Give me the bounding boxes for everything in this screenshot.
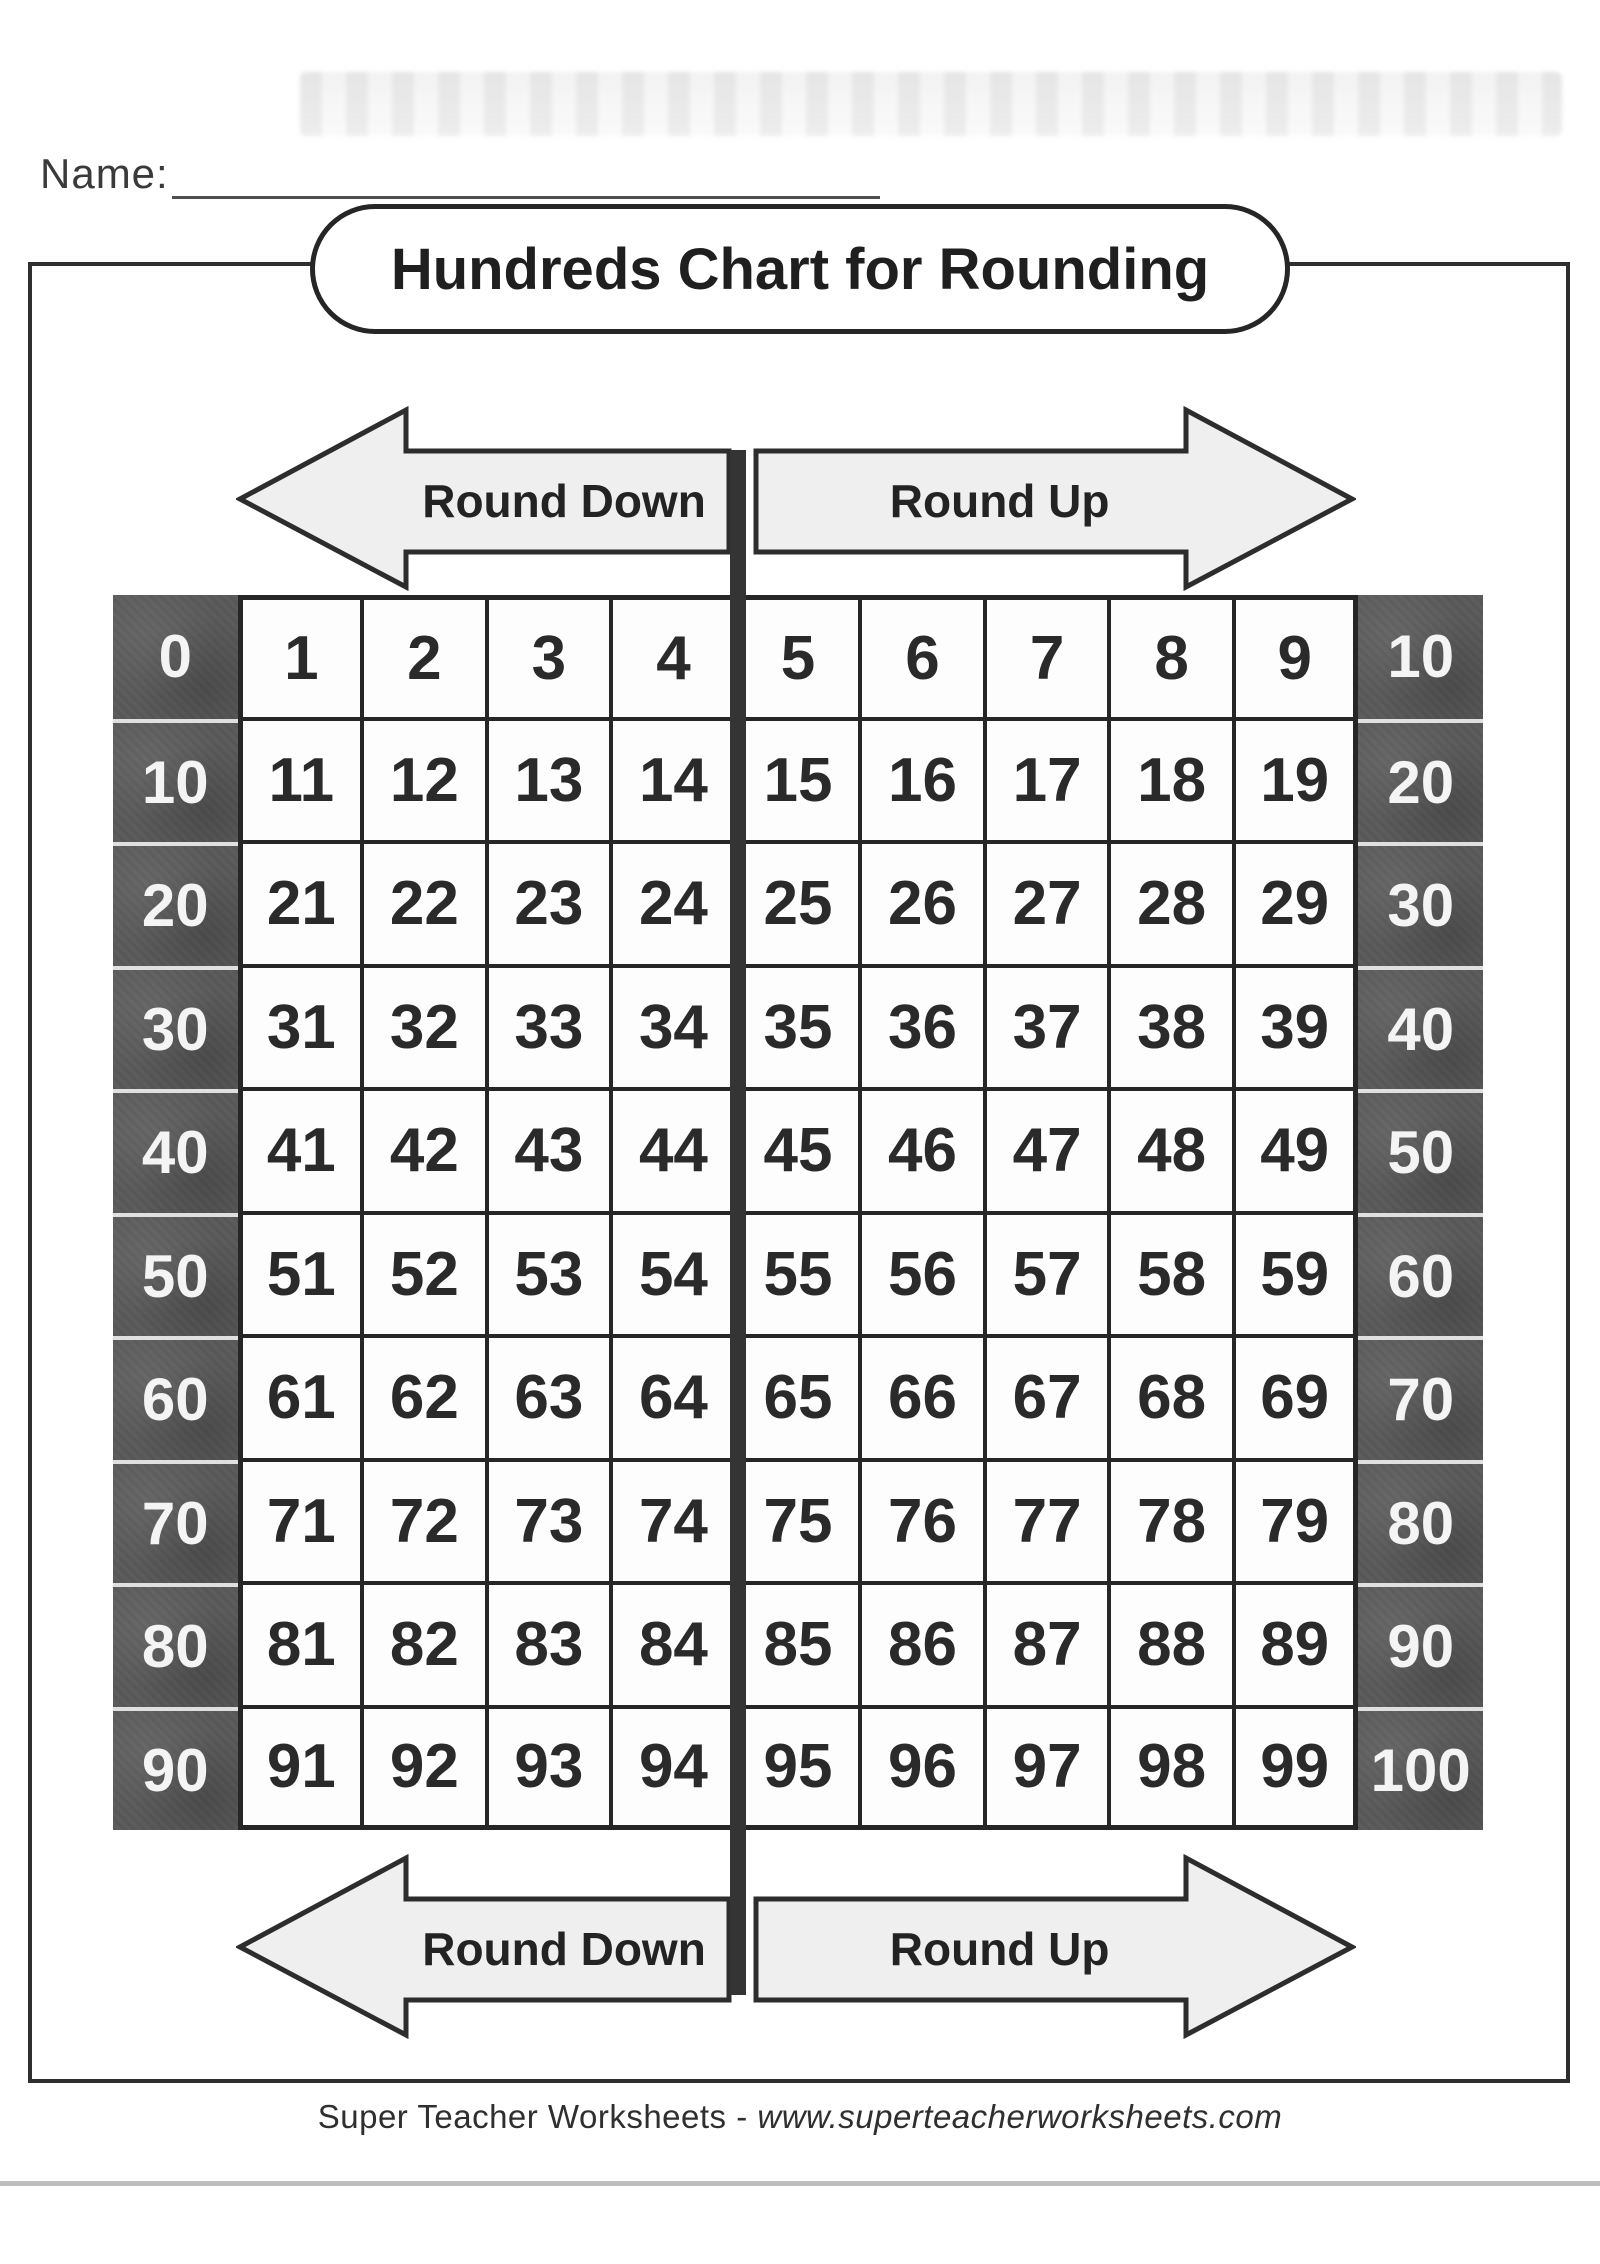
- number-cell: 31: [238, 966, 363, 1090]
- number-cell: 44: [611, 1089, 736, 1213]
- number-cell: 84: [611, 1583, 736, 1707]
- number-cell: 78: [1109, 1460, 1234, 1584]
- number-cell: 13: [487, 719, 612, 843]
- round-down-arrow-top: [236, 405, 733, 592]
- number-cell: 81: [238, 1583, 363, 1707]
- footer-site-url: www.superteacherworksheets.com: [757, 2098, 1283, 2135]
- decade-cell-right: 80: [1358, 1460, 1483, 1584]
- hundreds-grid: [113, 595, 1483, 1830]
- number-cell: 11: [238, 719, 363, 843]
- number-cell: 95: [736, 1707, 861, 1831]
- number-cell: 19: [1234, 719, 1359, 843]
- decade-cell-left: 40: [113, 1089, 238, 1213]
- number-cell: 91: [238, 1707, 363, 1831]
- decade-cell-left: 80: [113, 1583, 238, 1707]
- number-cell: 36: [860, 966, 985, 1090]
- decade-cell-left: 70: [113, 1460, 238, 1584]
- number-cell: 89: [1234, 1583, 1359, 1707]
- scan-edge-line: [0, 2181, 1600, 2186]
- decade-cell-left: 0: [113, 595, 238, 719]
- number-cell: 4: [611, 595, 736, 719]
- number-cell: 96: [860, 1707, 985, 1831]
- number-cell: 58: [1109, 1213, 1234, 1337]
- number-cell: 37: [985, 966, 1110, 1090]
- number-cell: 98: [1109, 1707, 1234, 1831]
- rounding-divider-line: [730, 450, 746, 1995]
- decade-cell-left: 90: [113, 1707, 238, 1831]
- decade-cell-left: 30: [113, 966, 238, 1090]
- number-cell: 28: [1109, 842, 1234, 966]
- number-cell: 57: [985, 1213, 1110, 1337]
- decade-cell-right: 70: [1358, 1336, 1483, 1460]
- decade-cell-right: 90: [1358, 1583, 1483, 1707]
- number-cell: 73: [487, 1460, 612, 1584]
- number-cell: 5: [736, 595, 861, 719]
- title-pill: [310, 204, 1290, 334]
- number-cell: 18: [1109, 719, 1234, 843]
- decade-cell-left: 50: [113, 1213, 238, 1337]
- number-cell: 87: [985, 1583, 1110, 1707]
- number-cell: 1: [238, 595, 363, 719]
- number-cell: 9: [1234, 595, 1359, 719]
- number-cell: 88: [1109, 1583, 1234, 1707]
- round-up-label-top: Round Up: [889, 475, 1110, 528]
- number-cell: 6: [860, 595, 985, 719]
- scan-smudge-band: [300, 72, 1562, 136]
- number-cell: 67: [985, 1336, 1110, 1460]
- number-cell: 12: [362, 719, 487, 843]
- decade-cell-right: 40: [1358, 966, 1483, 1090]
- decade-cell-right: 100: [1358, 1707, 1483, 1831]
- number-cell: 69: [1234, 1336, 1359, 1460]
- footer-site-name: Super Teacher Worksheets -: [317, 2098, 758, 2135]
- number-cell: 17: [985, 719, 1110, 843]
- footer: [0, 2098, 1600, 2136]
- round-up-arrow-bottom: [752, 1853, 1356, 2040]
- number-cell: 74: [611, 1460, 736, 1584]
- number-cell: 27: [985, 842, 1110, 966]
- number-cell: 46: [860, 1089, 985, 1213]
- number-cell: 82: [362, 1583, 487, 1707]
- name-blank-line: [172, 152, 880, 199]
- number-cell: 75: [736, 1460, 861, 1584]
- number-cell: 94: [611, 1707, 736, 1831]
- number-cell: 64: [611, 1336, 736, 1460]
- decade-cell-right: 50: [1358, 1089, 1483, 1213]
- number-cell: 24: [611, 842, 736, 966]
- name-label: Name:: [40, 150, 169, 197]
- number-cell: 63: [487, 1336, 612, 1460]
- number-cell: 32: [362, 966, 487, 1090]
- decade-cell-left: 20: [113, 842, 238, 966]
- round-up-label-bottom: Round Up: [889, 1923, 1110, 1976]
- number-cell: 29: [1234, 842, 1359, 966]
- number-cell: 72: [362, 1460, 487, 1584]
- number-cell: 83: [487, 1583, 612, 1707]
- round-down-label-bottom: Round Down: [422, 1923, 706, 1976]
- number-cell: 2: [362, 595, 487, 719]
- number-cell: 49: [1234, 1089, 1359, 1213]
- number-cell: 59: [1234, 1213, 1359, 1337]
- number-cell: 8: [1109, 595, 1234, 719]
- number-cell: 15: [736, 719, 861, 843]
- number-cell: 92: [362, 1707, 487, 1831]
- number-cell: 21: [238, 842, 363, 966]
- number-cell: 66: [860, 1336, 985, 1460]
- number-cell: 43: [487, 1089, 612, 1213]
- number-cell: 45: [736, 1089, 861, 1213]
- round-down-label-top: Round Down: [422, 475, 706, 528]
- round-up-arrow-top: [752, 405, 1356, 592]
- decade-cell-left: 60: [113, 1336, 238, 1460]
- number-cell: 51: [238, 1213, 363, 1337]
- number-cell: 86: [860, 1583, 985, 1707]
- round-down-arrow-bottom: [236, 1853, 733, 2040]
- number-cell: 68: [1109, 1336, 1234, 1460]
- number-cell: 65: [736, 1336, 861, 1460]
- number-cell: 52: [362, 1213, 487, 1337]
- number-cell: 22: [362, 842, 487, 966]
- number-cell: 97: [985, 1707, 1110, 1831]
- number-cell: 85: [736, 1583, 861, 1707]
- number-cell: 56: [860, 1213, 985, 1337]
- number-cell: 26: [860, 842, 985, 966]
- number-cell: 61: [238, 1336, 363, 1460]
- number-cell: 48: [1109, 1089, 1234, 1213]
- decade-cell-right: 10: [1358, 595, 1483, 719]
- page-title: Hundreds Chart for Rounding: [390, 236, 1210, 302]
- decade-cell-right: 20: [1358, 719, 1483, 843]
- number-cell: 53: [487, 1213, 612, 1337]
- number-cell: 41: [238, 1089, 363, 1213]
- decade-cell-left: 10: [113, 719, 238, 843]
- number-cell: 34: [611, 966, 736, 1090]
- number-cell: 35: [736, 966, 861, 1090]
- number-cell: 54: [611, 1213, 736, 1337]
- number-cell: 42: [362, 1089, 487, 1213]
- number-cell: 76: [860, 1460, 985, 1584]
- number-cell: 16: [860, 719, 985, 843]
- number-cell: 33: [487, 966, 612, 1090]
- number-cell: 14: [611, 719, 736, 843]
- decade-cell-right: 30: [1358, 842, 1483, 966]
- number-cell: 47: [985, 1089, 1110, 1213]
- decade-cell-right: 60: [1358, 1213, 1483, 1337]
- number-cell: 62: [362, 1336, 487, 1460]
- number-cell: 3: [487, 595, 612, 719]
- number-cell: 23: [487, 842, 612, 966]
- number-cell: 79: [1234, 1460, 1359, 1584]
- number-cell: 7: [985, 595, 1110, 719]
- number-cell: 38: [1109, 966, 1234, 1090]
- number-cell: 93: [487, 1707, 612, 1831]
- number-cell: 99: [1234, 1707, 1359, 1831]
- number-cell: 55: [736, 1213, 861, 1337]
- number-cell: 71: [238, 1460, 363, 1584]
- number-cell: 77: [985, 1460, 1110, 1584]
- number-cell: 39: [1234, 966, 1359, 1090]
- number-cell: 25: [736, 842, 861, 966]
